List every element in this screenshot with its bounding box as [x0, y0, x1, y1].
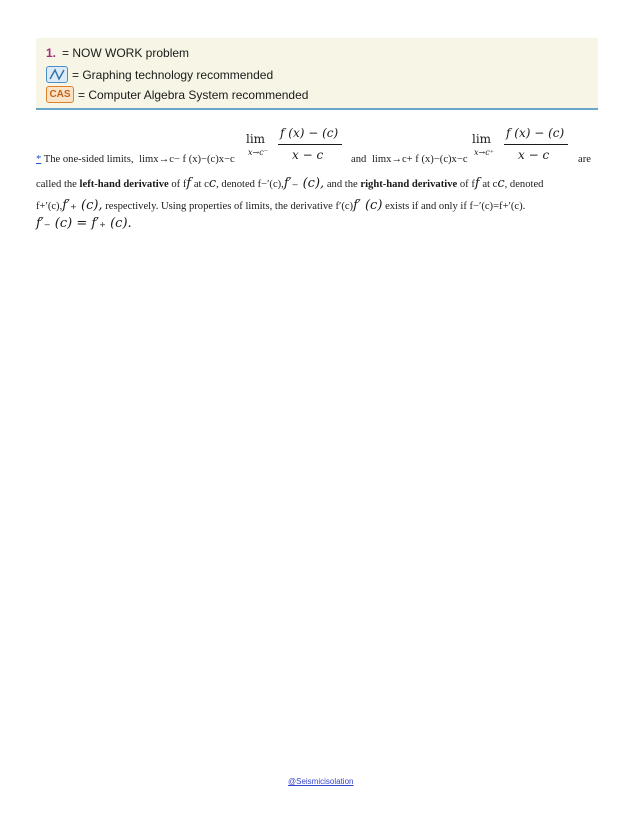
watermark-link[interactable]: @Seismicisolation — [288, 777, 354, 786]
math-f-prime: f′ (c) — [353, 198, 383, 213]
math-f-plus: f′₊ (c), — [62, 198, 103, 213]
now-work-number: 1. — [46, 46, 57, 60]
lim-word: lim — [472, 132, 492, 146]
fraction-bar — [504, 144, 568, 145]
cas-label: = Computer Algebra System recommended — [78, 87, 309, 102]
legend-now-work — [46, 46, 189, 60]
fraction-numerator: f (x) − (c) — [280, 126, 339, 140]
text: and the — [326, 179, 358, 190]
text: The one-sided limits, — [43, 154, 134, 165]
fraction-denominator: x − c — [518, 148, 550, 162]
text: limx→c− f (x)−(c)x−c — [139, 154, 235, 165]
graphing-label: = Graphing technology recommended — [72, 67, 274, 82]
equation-line: f′₋ (c) = f′₊ (c). — [36, 216, 132, 231]
legend-cas — [46, 86, 308, 103]
fraction-bar — [278, 144, 342, 145]
paragraph-line-2 — [36, 176, 543, 191]
paragraph-line-1 — [36, 154, 235, 165]
graphing-icon — [46, 66, 68, 83]
text: at c — [193, 179, 209, 190]
lim-word: lim — [246, 132, 266, 146]
cas-icon: CAS — [46, 86, 74, 103]
text: and — [351, 154, 367, 165]
text: at c — [482, 179, 498, 190]
math-c: c — [208, 176, 217, 191]
icon-legend — [36, 38, 598, 110]
math-f: f — [186, 176, 192, 191]
math-f: f — [474, 176, 480, 191]
text: called the — [36, 179, 77, 190]
text: , denoted f−′(c), — [216, 179, 284, 190]
now-work-label: = NOW WORK problem — [62, 46, 190, 60]
fraction-numerator: f (x) − (c) — [506, 126, 565, 140]
paragraph-line-3 — [36, 198, 525, 213]
term-right-hand-derivative: right-hand derivative — [360, 179, 458, 190]
text: exists if and only if f−′(c)=f+′(c). — [385, 201, 526, 212]
text: , denoted — [504, 179, 544, 190]
text: of f — [171, 179, 187, 190]
text: f+′(c), — [36, 201, 63, 212]
term-left-hand-derivative: left-hand derivative — [79, 179, 169, 190]
math-f-minus: f′₋ (c), — [283, 176, 325, 191]
footnote-link[interactable]: * — [36, 154, 42, 165]
legend-graphing — [46, 66, 273, 83]
text: of f — [459, 179, 475, 190]
text: respectively. Using properties of limits, the derivative f′(c) — [105, 201, 354, 212]
lim-subscript-left: x→c⁻ — [248, 148, 268, 157]
lim-subscript-right: x→c⁺ — [474, 148, 494, 157]
text: are — [578, 154, 591, 165]
paragraph-line-1b — [351, 154, 468, 165]
paragraph-line-1c — [578, 154, 591, 165]
math-c: c — [497, 176, 505, 191]
text: limx→c+ f (x)−(c)x−c — [371, 154, 468, 165]
fraction-denominator: x − c — [292, 148, 324, 162]
